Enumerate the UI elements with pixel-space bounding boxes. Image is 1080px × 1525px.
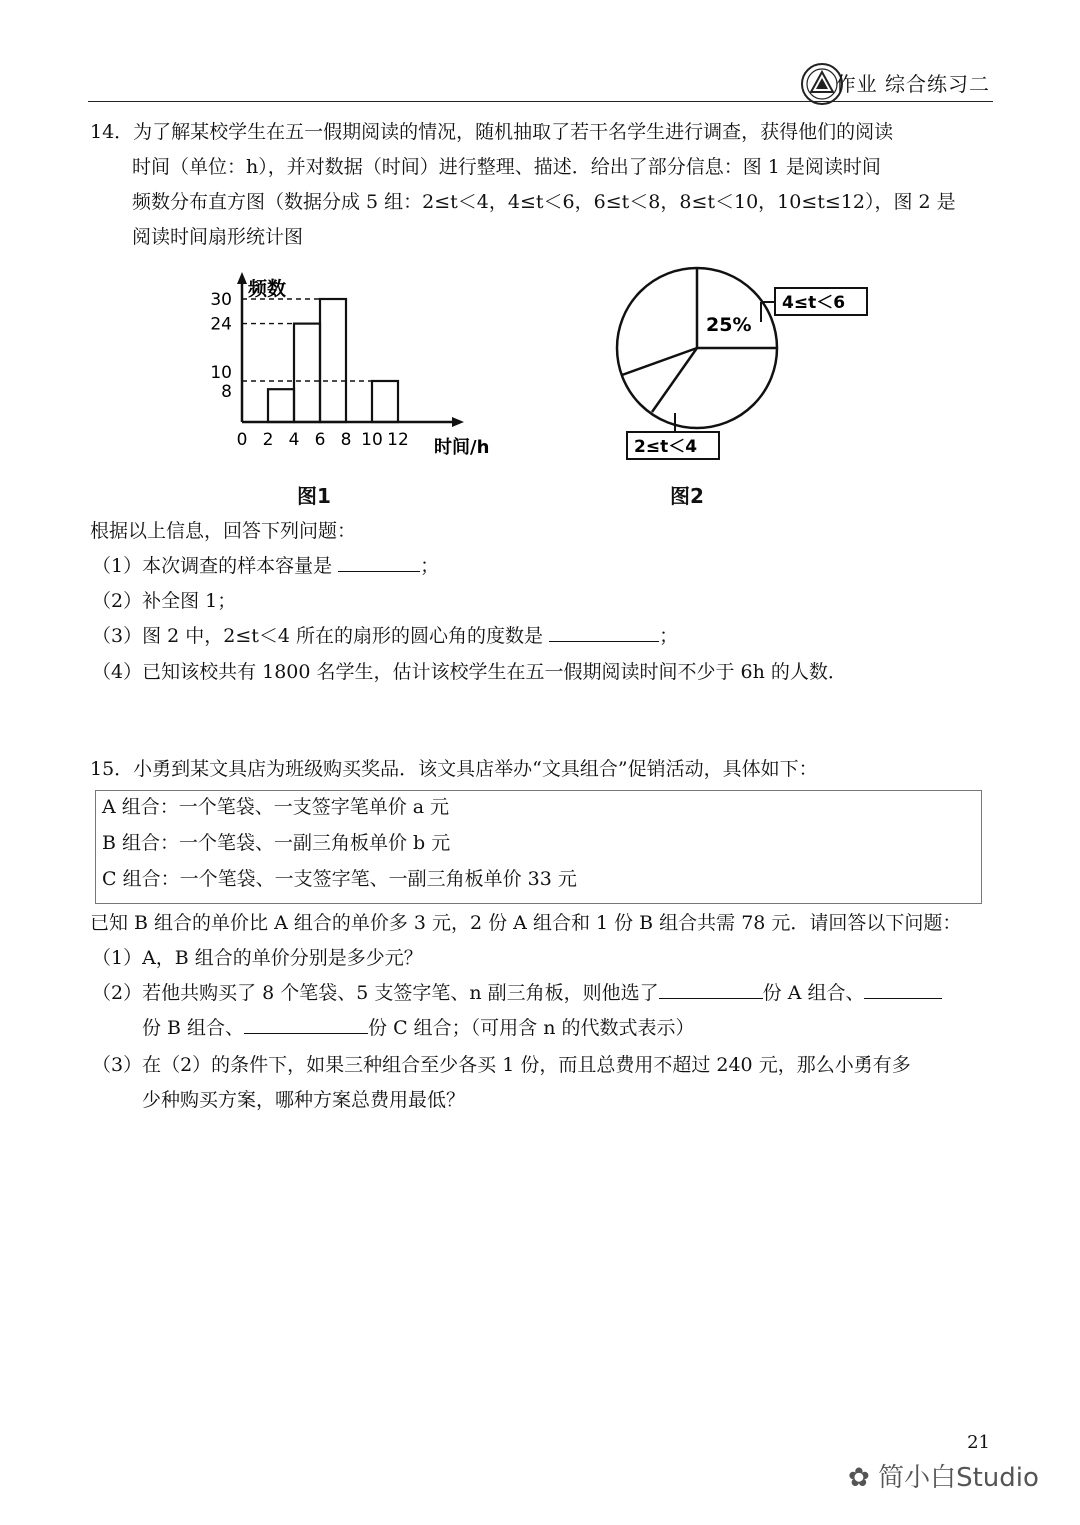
q15-intro: 15．小勇到某文具店为班级购买奖品．该文具店举办“文具组合”促销活动，具体如下： [90, 758, 818, 780]
q14-part-1-end: ； [420, 555, 440, 577]
q15-part-2-text-c: 份 B 组合、 [142, 1017, 245, 1039]
combo-a: A 组合：一个笔袋、一支签字笔单价 a 元 [102, 796, 450, 818]
watermark [848, 1457, 1039, 1494]
q15-part-2-text-a: （2）若他共购买了 8 个笔袋、5 支签字笔、n 副三角板，则他选了 [92, 982, 659, 1004]
x-tick-label: 0 [236, 430, 248, 450]
q14-part-3 [92, 619, 678, 653]
wechat-icon: ✿ [848, 1463, 870, 1493]
pie-percent-label: 25% [706, 314, 752, 336]
y-tick-label: 30 [210, 290, 232, 310]
figure-2-caption: 图2 [670, 484, 704, 508]
y-tick-label: 24 [210, 314, 232, 335]
histogram-bar [268, 389, 294, 422]
q14-line-2: 时间（单位：h），并对数据（时间）进行整理、描述．给出了部分信息：图 1 是阅读时间 [132, 156, 881, 178]
q14-part-2: （2）补全图 1； [92, 590, 237, 612]
histogram-bar [372, 381, 398, 422]
x-tick-label: 6 [314, 430, 326, 450]
histogram-chart [200, 265, 530, 465]
q14-intro: 根据以上信息，回答下列问题： [90, 520, 357, 542]
q14-part-4: （4）已知该校共有 1800 名学生，估计该校学生在五一假期阅读时间不少于 6h 的人数． [92, 661, 847, 683]
answer-blank-a-count[interactable] [659, 978, 763, 999]
histogram-plot [210, 272, 489, 458]
q15-part-2-line-2 [142, 1011, 694, 1045]
figure-1-caption: 图1 [297, 484, 331, 508]
pie-divider-bottom [652, 348, 697, 412]
histogram-bar [320, 299, 346, 422]
x-tick-label: 8 [340, 430, 352, 450]
answer-blank-b-count-start[interactable] [864, 978, 942, 999]
combo-b: B 组合：一个笔袋、一副三角板单价 b 元 [102, 832, 451, 854]
histogram-bar [294, 324, 320, 422]
answer-blank-sample-size[interactable] [338, 551, 420, 572]
y-axis-label: 频数 [248, 278, 287, 300]
header-title: 作业 综合练习二 [835, 72, 990, 96]
q15-part-1: （1）A，B 组合的单价分别是多少元？ [92, 947, 423, 969]
x-tick-label: 4 [288, 430, 300, 450]
x-tick-label: 10 [361, 430, 383, 450]
x-tick-label: 12 [387, 430, 409, 450]
pie-label-2-4: 2≤t＜4 [634, 437, 698, 457]
q14-line-1: 14．为了解某校学生在五一假期阅读的情况，随机抽取了若干名学生进行调查，获得他们的阅读 [90, 121, 894, 143]
q14-line-4: 阅读时间扇形统计图 [132, 226, 304, 248]
y-tick-label: 8 [221, 382, 232, 403]
q14-part-3-text: （3）图 2 中，2≤t＜4 所在的扇形的圆心角的度数是 [92, 625, 544, 647]
watermark-text: 简小白Studio [878, 1463, 1039, 1493]
y-axis-arrow [237, 272, 247, 284]
pie-divider-left [622, 348, 697, 375]
q15-part-3-line-2: 少种购买方案，哪种方案总费用最低？ [142, 1089, 466, 1111]
y-tick-label: 10 [210, 363, 232, 383]
q15-part-3-line-1: （3）在（2）的条件下，如果三种组合至少各买 1 份，而且总费用不超过 240 元，那么小勇有多 [92, 1054, 911, 1076]
page-number: 21 [967, 1432, 990, 1453]
x-axis-arrow [452, 417, 464, 427]
q15-condition: 已知 B 组合的单价比 A 组合的单价多 3 元，2 份 A 组合和 1 份 B 组合共需 78 元．请回答以下问题： [90, 912, 962, 934]
header-divider [88, 101, 993, 102]
combo-c: C 组合：一个笔袋、一支签字笔、一副三角板单价 33 元 [102, 868, 577, 890]
answer-blank-angle[interactable] [549, 621, 659, 642]
q14-part-1 [92, 549, 439, 583]
q15-part-2-line-1 [92, 976, 942, 1010]
x-axis-label: 时间/h [434, 437, 490, 458]
pie-chart [600, 255, 890, 465]
pie-label-4-6: 4≤t＜6 [782, 293, 846, 313]
answer-blank-c-count[interactable] [244, 1013, 368, 1034]
q14-part-1-text: （1）本次调查的样本容量是 [92, 555, 333, 577]
q15-part-2-text-d: 份 C 组合；（可用含 n 的代数式表示） [368, 1017, 695, 1039]
q15-part-2-text-b: 份 A 组合、 [762, 982, 865, 1004]
q14-line-3: 频数分布直方图（数据分成 5 组：2≤t＜4，4≤t＜6，6≤t＜8，8≤t＜10，10≤t≤12），图 2 是 [132, 191, 956, 213]
q14-part-3-end: ； [659, 625, 679, 647]
x-tick-label: 2 [262, 430, 274, 450]
